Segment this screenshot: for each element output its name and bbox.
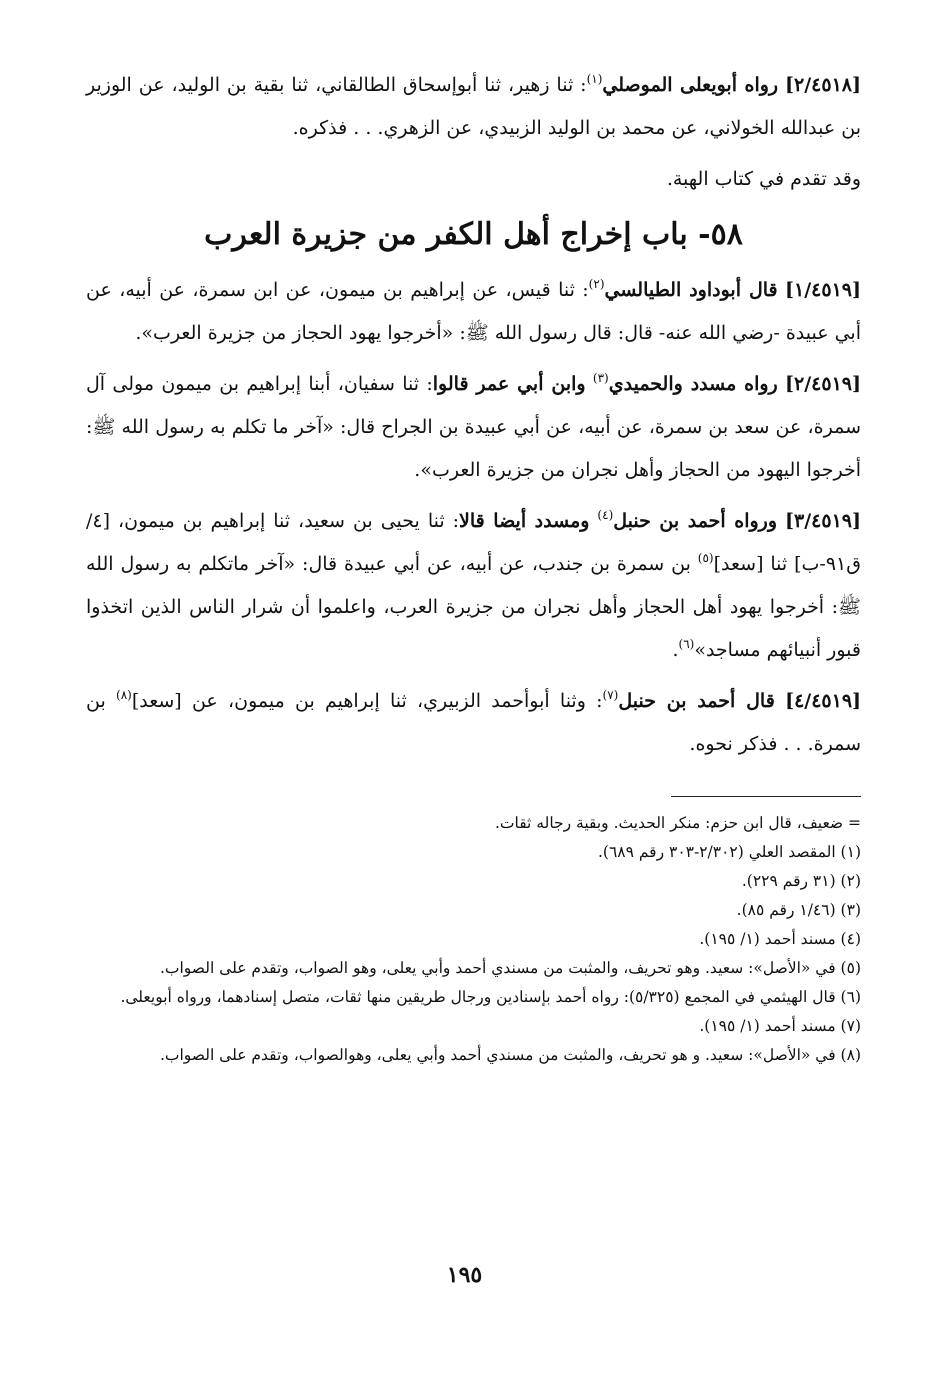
hadith-text: : ثنا زهير، ثنا أبوإسحاق الطالقاني، ثنا بقية بن الوليد، عن الوزير بن عبدالله الخولاني، عن محمد بن الوليد الزبيدي، عن الزهري. . . فذكره. (86, 74, 861, 139)
narrator-lead: قال أحمد بن حنبل (618, 690, 775, 712)
footnotes (86, 809, 861, 1070)
footnote-8: (٨) في «الأصل»: سعيد. و هو تحريف، والمثبت من مسندي أحمد وأبي يعلى، وهوالصواب، وتقدم على الصواب. (159, 1046, 861, 1064)
footnote-3: (٣) (١/٤٦ رقم ٨٥). (736, 901, 861, 919)
hadith-text-continued: بن سمرة بن جندب، عن أبيه، عن أبي عبيدة قال: «آخر ماتكلم به رسول الله ﷺ: أخرجوا يهود أهل الحجاز وأهل نجران من جزيرة العرب، واعلموا أن شرار الناس الذين اتخذوا قبور أنبيائهم مساجد» (86, 553, 861, 661)
footnote-6: (٦) قال الهيثمي في المجمع (٥/٣٢٥): رواه أحمد بإسنادين ورجال طريقين منها ثقات، متصل إسنادهما، ورواه أبويعلى. (120, 988, 861, 1006)
hadith-text: : ثنا يحيى بن سعيد، ثنا إبراهيم بن ميمون، [٤/ق٩١-ب] ثنا [سعد] (86, 510, 861, 575)
narrator-lead: ورواه أحمد بن حنبل (613, 510, 778, 532)
sentence-end: . (672, 639, 679, 661)
narrator-lead-secondary: وابن أبي عمر قالوا (432, 373, 586, 395)
hadith-text: : ثنا سفيان، أبنا إبراهيم بن ميمون مولى آل سمرة، عن سعد بن سمرة، عن أبيه، عن أبي عبيدة بن الجراح قال: «آخر ما تكلم به رسول الله ﷺ: أخرجوا اليهود من الحجاز وأهل نجران من جزيرة العرب». (86, 373, 861, 481)
narrator-lead: رواه أبويعلى الموصلي (602, 74, 779, 96)
page-number: ١٩٥ (446, 1262, 483, 1288)
footnote-marker: (٤) (597, 508, 614, 522)
hadith-ref: [٤/٤٥١٩] (785, 690, 862, 712)
footnote-marker: (١) (586, 72, 603, 86)
footnote-marker: (٥) (697, 551, 714, 565)
narrator-lead: رواه مسدد والحميدي (608, 373, 778, 395)
footnote-marker: (٨) (116, 688, 132, 702)
hadith-4518-2 (86, 64, 861, 150)
hadith-text-continued: بن سمرة. . . فذكر نحوه. (86, 690, 861, 755)
hadith-ref: [٢/٤٥١٩] (785, 373, 861, 395)
cross-reference-note: وقد تقدم في كتاب الهبة. (666, 168, 861, 190)
hadith-4519-2 (86, 363, 861, 492)
footnote-7: (٧) مسند أحمد (١/ ١٩٥). (699, 1017, 861, 1035)
hadith-4519-4 (86, 680, 861, 766)
narrator-lead: قال أبوداود الطيالسي (604, 279, 778, 301)
footnote-4: (٤) مسند أحمد (١/ ١٩٥). (699, 930, 861, 948)
footnote-5: (٥) في «الأصل»: سعيد. وهو تحريف، والمثبت من مسندي أحمد وأبي يعلى، وهو الصواب، وتقدم على الصواب. (159, 959, 861, 977)
hadith-ref: [١/٤٥١٩] (785, 279, 861, 301)
hadith-text: : وثنا أبوأحمد الزبيري، ثنا إبراهيم بن ميمون، عن [سعد] (131, 690, 603, 712)
footnote-marker: (٦) (678, 637, 695, 651)
footnote-1: (١) المقصد العلي (٢/٣٠٢-٣٠٣ رقم ٦٨٩). (597, 843, 861, 861)
hadith-4519-3 (86, 500, 861, 672)
narrator-lead-secondary: ومسدد أيضا قالا (459, 510, 590, 532)
footnote-marker: (٧) (602, 688, 619, 702)
hadith-text: : ثنا قيس، عن إبراهيم بن ميمون، عن ابن سمرة، عن أبيه، عن أبي عبيدة -رضي الله عنه- قال: قال رسول الله ﷺ: «أخرجوا يهود الحجاز من جزيرة العرب». (86, 279, 861, 344)
footnote-continuation: = ضعيف، قال ابن حزم: منكر الحديث. وبقية رجاله ثقات. (494, 814, 861, 832)
footnote-marker: (٢) (588, 277, 605, 291)
footnote-2: (٢) (٣١ رقم ٢٢٩). (741, 872, 861, 890)
hadith-4519-1 (86, 269, 861, 355)
hadith-ref: [٣/٤٥١٩] (785, 510, 861, 532)
chapter-heading: ٥٨- باب إخراج أهل الكفر من جزيرة العرب (204, 217, 743, 252)
footnote-marker: (٣) (592, 371, 609, 385)
footnote-divider (671, 796, 861, 797)
hadith-ref: [٢/٤٥١٨] (785, 74, 861, 96)
